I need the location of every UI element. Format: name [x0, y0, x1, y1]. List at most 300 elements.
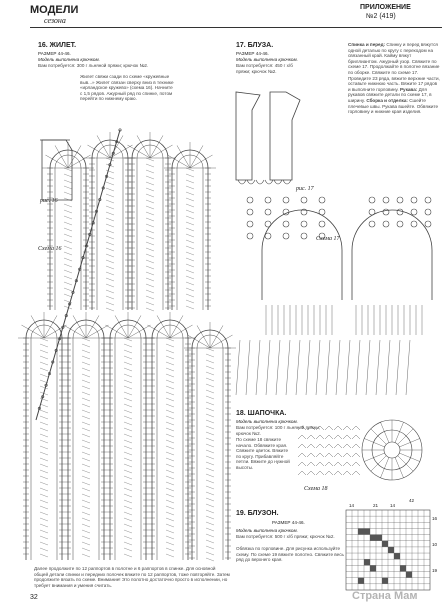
filet-filled-cell: [358, 578, 364, 584]
chain-stitch: [40, 338, 48, 341]
fan-ray: [137, 135, 150, 158]
cap-motif: [352, 471, 360, 475]
chain-stitch: [166, 392, 174, 395]
cap-motif: [325, 444, 333, 448]
chain-stitch: [64, 168, 72, 171]
chain-stitch: [124, 548, 132, 551]
chain-stitch: [40, 554, 48, 557]
scheme17-ring: [265, 209, 271, 215]
chain-stitch: [206, 354, 214, 357]
scheme17-fringe: [406, 340, 410, 395]
fan-ray: [68, 145, 81, 168]
grid-number-7: 19: [432, 568, 438, 573]
scheme17-fringe: [346, 340, 350, 395]
chain-stitch: [206, 456, 214, 459]
chain-stitch: [206, 444, 214, 447]
lace-column-inner: [73, 325, 99, 560]
fan-ray: [157, 315, 170, 338]
chain-stitch: [40, 482, 48, 485]
chain-stitch: [206, 450, 214, 453]
chain-stitch: [166, 368, 174, 371]
scheme17-ring: [319, 209, 325, 215]
scheme-18-label: Схема 18: [304, 486, 328, 492]
chain-stitch: [124, 506, 132, 509]
chain-stitch: [106, 278, 114, 281]
chain-stitch: [64, 246, 72, 249]
chain-stitch: [106, 266, 114, 269]
chain-stitch: [166, 494, 174, 497]
lace-column-inner: [137, 145, 163, 310]
chain-stitch: [40, 512, 48, 515]
fan-ray: [105, 325, 128, 338]
chain-stitch: [146, 302, 154, 305]
chain-stitch: [124, 446, 132, 449]
cap-motif: [343, 471, 351, 475]
chain-stitch: [166, 380, 174, 383]
chain-stitch: [166, 506, 174, 509]
chain-stitch: [64, 180, 72, 183]
chain-stitch: [40, 494, 48, 497]
chain-stitch: [106, 242, 114, 245]
chain-stitch: [206, 396, 214, 399]
grid-number-6: 10: [432, 542, 438, 547]
chain-stitch: [40, 500, 48, 503]
chain-stitch: [82, 380, 90, 383]
section-19-technique: Модель выполнена крючком.: [236, 528, 298, 533]
cap-motif: [343, 426, 351, 430]
scheme17-fringe: [266, 340, 270, 395]
scheme17-ring: [383, 197, 389, 203]
blouse-scallop: [247, 180, 255, 184]
page-number: 32: [30, 594, 38, 601]
cap-motif: [325, 435, 333, 439]
scheme17-ring: [411, 197, 417, 203]
chain-stitch: [106, 188, 114, 191]
chain-stitch: [82, 446, 90, 449]
chain-stitch: [206, 492, 214, 495]
chain-stitch: [82, 416, 90, 419]
cap-motif: [352, 444, 360, 448]
chain-stitch: [146, 278, 154, 281]
lace-column-arch: [172, 150, 208, 310]
chain-stitch: [124, 452, 132, 455]
fan-ray: [97, 135, 110, 158]
chain-stitch: [124, 470, 132, 473]
scheme17-fringe: [276, 340, 280, 395]
chain-stitch: [40, 548, 48, 551]
chain-stitch: [40, 356, 48, 359]
chain-stitch: [64, 294, 72, 297]
scheme17-ring: [369, 209, 375, 215]
chain-stitch: [40, 524, 48, 527]
section-17-materials: Вам потребуется: 450 г х/б пряжи; крючок №2.: [236, 63, 293, 74]
chain-stitch: [186, 198, 194, 201]
chain-stitch: [82, 542, 90, 545]
scheme17-ring: [425, 197, 431, 203]
chain-stitch: [82, 356, 90, 359]
scheme17-ring: [383, 209, 389, 215]
chain-stitch: [64, 282, 72, 285]
chain-stitch: [40, 476, 48, 479]
lace-column-arch: [192, 330, 228, 560]
cap-motif: [352, 426, 360, 430]
chain-stitch: [186, 180, 194, 183]
chain-stitch: [166, 428, 174, 431]
chain-stitch: [82, 398, 90, 401]
scheme17-ring: [425, 209, 431, 215]
scheme17-ring: [283, 233, 289, 239]
chain-stitch: [82, 554, 90, 557]
chain-stitch: [186, 204, 194, 207]
chain-stitch: [106, 284, 114, 287]
chain-stitch: [166, 458, 174, 461]
chain-stitch: [206, 498, 214, 501]
chain-stitch: [82, 392, 90, 395]
chain-stitch: [206, 366, 214, 369]
chain-stitch: [206, 552, 214, 555]
chain-stitch: [82, 338, 90, 341]
chain-stitch: [206, 504, 214, 507]
chain-stitch: [146, 188, 154, 191]
fan-ray: [86, 325, 109, 338]
section-17-title: 17. БЛУЗА.: [236, 42, 274, 49]
scheme17-ring: [265, 233, 271, 239]
chain-stitch: [106, 296, 114, 299]
section-19-materials: Вам потребуется: 500 г х/б пряжи; крючок №2.: [236, 534, 335, 539]
chain-stitch: [186, 240, 194, 243]
chain-stitch: [206, 378, 214, 381]
chain-stitch: [166, 374, 174, 377]
lace-column-inner: [157, 325, 183, 560]
scheme17-arch-right: [352, 210, 432, 300]
blouse-scallop: [265, 180, 273, 184]
chain-stitch: [166, 356, 174, 359]
chain-stitch: [106, 194, 114, 197]
blouse-front: [236, 92, 260, 180]
chain-stitch: [40, 506, 48, 509]
scheme17-ring: [411, 209, 417, 215]
scheme17-fringe: [296, 340, 300, 395]
chain-stitch: [106, 302, 114, 305]
chain-stitch: [82, 368, 90, 371]
cap-motif: [298, 444, 306, 448]
chain-stitch: [82, 500, 90, 503]
section-18-title: 18. ШАПОЧКА.: [236, 410, 287, 417]
filet-filled-cell: [364, 528, 370, 534]
chain-stitch: [124, 458, 132, 461]
chain-stitch: [206, 432, 214, 435]
scheme17-fringe: [256, 340, 260, 395]
filet-filled-cell: [370, 535, 376, 541]
chain-stitch: [166, 548, 174, 551]
chain-stitch: [40, 374, 48, 377]
cap-motif: [316, 471, 324, 475]
chain-stitch: [64, 174, 72, 177]
fan-ray: [210, 325, 223, 348]
cap-motif: [343, 453, 351, 457]
scheme17-fringe: [356, 340, 360, 395]
cap-motif: [334, 453, 342, 457]
chain-stitch: [106, 248, 114, 251]
chain-stitch: [82, 434, 90, 437]
chain-stitch: [146, 176, 154, 179]
chain-stitch: [82, 440, 90, 443]
cap-motif: [325, 462, 333, 466]
figure-16-label: рис. 16: [40, 198, 58, 204]
section-17-technique: Модель выполнена крючком.: [236, 57, 298, 62]
scheme17-ring: [383, 221, 389, 227]
sleeves-text: Для рукавов свяжите детали по схеме 17, в ширину.: [348, 86, 432, 103]
fan-ray: [167, 155, 190, 168]
fan-ray: [128, 325, 151, 338]
scheme17-fringe: [376, 340, 380, 395]
chain-stitch: [82, 350, 90, 353]
chain-stitch: [206, 402, 214, 405]
chain-stitch: [64, 252, 72, 255]
chain-stitch: [146, 248, 154, 251]
chain-stitch: [40, 344, 48, 347]
fan-ray: [73, 315, 86, 338]
section-19-title: 19. БЛУЗОН.: [236, 510, 279, 517]
chain-stitch: [40, 422, 48, 425]
chain-stitch: [186, 210, 194, 213]
cap-motif: [334, 462, 342, 466]
cap-motif: [316, 444, 324, 448]
fan-ray: [177, 145, 190, 168]
chain-stitch: [40, 434, 48, 437]
chain-stitch: [166, 536, 174, 539]
scheme17-ring: [265, 197, 271, 203]
chain-stitch: [206, 438, 214, 441]
scheme17-fringe: [246, 340, 250, 395]
chain-stitch: [64, 264, 72, 267]
chain-stitch: [106, 206, 114, 209]
chain-stitch: [166, 452, 174, 455]
chain-stitch: [82, 344, 90, 347]
chain-stitch: [124, 554, 132, 557]
chain-stitch: [146, 224, 154, 227]
chain-stitch: [166, 554, 174, 557]
cap-motif: [298, 453, 306, 457]
chain-stitch: [146, 218, 154, 221]
chain-stitch: [82, 548, 90, 551]
scheme17-fringe: [366, 340, 370, 395]
lace-column-inner: [55, 155, 81, 310]
chain-stitch: [40, 410, 48, 413]
chain-stitch: [82, 422, 90, 425]
chain-stitch: [206, 372, 214, 375]
scheme17-fringe: [316, 340, 320, 395]
chain-stitch: [186, 252, 194, 255]
chain-stitch: [40, 488, 48, 491]
chain-stitch: [106, 230, 114, 233]
chain-stitch: [166, 446, 174, 449]
scheme17-ring: [247, 209, 253, 215]
scheme17-ring: [369, 221, 375, 227]
cap-motif: [316, 453, 324, 457]
chain-stitch: [40, 416, 48, 419]
lace-column-inner: [197, 335, 223, 560]
grid-number-4: 42: [409, 498, 415, 503]
chain-stitch: [166, 518, 174, 521]
chain-stitch: [146, 182, 154, 185]
chain-stitch: [124, 434, 132, 437]
chain-stitch: [146, 164, 154, 167]
chain-stitch: [82, 494, 90, 497]
filet-filled-cell: [364, 559, 370, 565]
chain-stitch: [124, 500, 132, 503]
fan-ray: [210, 335, 233, 348]
scheme17-ring: [319, 233, 325, 239]
chain-stitch: [124, 428, 132, 431]
fan-ray: [115, 315, 128, 338]
chain-stitch: [206, 474, 214, 477]
chain-stitch: [186, 270, 194, 273]
cap-motif: [352, 462, 360, 466]
section-19-size: РАЗМЕР 44-46.: [272, 520, 305, 525]
front-back-text: Спинку и перед вяжутся одной деталью по кругу с переходом на связанный край. Кайму вяжут бриллиантом. Ажурный узор. Свяжите по схеме 17. Продолжайте в полотне вязание по оборке. Свяжите по схеме 17. Проведите 23 ряда, вяжите верхние части, оставьте нижнюю часть. Вяжите 17 рядов и выполните горловину.: [348, 42, 440, 92]
fan-ray: [31, 315, 44, 338]
chain-stitch: [166, 464, 174, 467]
chain-stitch: [166, 440, 174, 443]
grid-number-3: 14: [390, 503, 396, 508]
chain-stitch: [124, 512, 132, 515]
chain-stitch: [64, 276, 72, 279]
chain-stitch: [186, 174, 194, 177]
chain-stitch: [40, 446, 48, 449]
lace-column-arch: [68, 320, 104, 560]
scheme17-ring: [319, 197, 325, 203]
chain-stitch: [124, 524, 132, 527]
scheme17-fringe: [386, 340, 390, 395]
chain-stitch: [40, 470, 48, 473]
scheme17-ring: [283, 221, 289, 227]
scheme17-ring: [247, 197, 253, 203]
chain-stitch: [146, 290, 154, 293]
cap-motif: [334, 426, 342, 430]
chain-stitch: [124, 518, 132, 521]
chain-stitch: [82, 470, 90, 473]
chain-stitch: [206, 390, 214, 393]
scheme-17-label: Схема 17: [316, 236, 340, 242]
chain-stitch: [40, 518, 48, 521]
chain-stitch: [206, 534, 214, 537]
grid-number-5: 16: [432, 516, 438, 521]
scheme17-ring: [397, 197, 403, 203]
chain-stitch: [186, 222, 194, 225]
chain-stitch: [186, 216, 194, 219]
chain-stitch: [146, 158, 154, 161]
scheme17-fringe: [326, 340, 330, 395]
scheme17-fringe: [236, 340, 240, 395]
scheme17-ring: [247, 221, 253, 227]
chain-stitch: [166, 500, 174, 503]
chain-stitch: [166, 386, 174, 389]
fan-ray: [68, 155, 91, 168]
cap-motif: [298, 435, 306, 439]
cap-motif: [307, 444, 315, 448]
sleeves-heading: Рукава:: [399, 86, 418, 92]
chain-stitch: [186, 288, 194, 291]
section-16-description: Жилет свяжи сзади по схеме «кружевные выв...» Жилет связан сверху вниз в технике «ирландское кружево» (схема 16). Начните с 1,5 рядов. Ажурный ряд по спинке, потом перейти по нижнему краю.: [80, 74, 174, 102]
filet-filled-cell: [394, 553, 400, 559]
chain-stitch: [166, 488, 174, 491]
scheme17-ring: [283, 197, 289, 203]
issue-number: №2 (419): [366, 13, 396, 20]
chain-stitch: [40, 404, 48, 407]
cap-motif: [343, 444, 351, 448]
grid-number-2: 21: [373, 503, 379, 508]
chain-stitch: [124, 398, 132, 401]
cap-motif: [352, 453, 360, 457]
chain-stitch: [124, 542, 132, 545]
chain-stitch: [146, 272, 154, 275]
cap-motif: [325, 453, 333, 457]
filet-filled-cell: [376, 535, 382, 541]
blouse-scallop: [283, 180, 291, 184]
blouse-scallop: [238, 180, 246, 184]
chain-stitch: [146, 260, 154, 263]
lace-column-inner: [97, 145, 123, 310]
chain-stitch: [166, 470, 174, 473]
cap-motif: [334, 471, 342, 475]
cap-motif: [307, 471, 315, 475]
assembly-text: Сшейте плечевые швы. Рукава вшейте. Обвяжите горловину и нижние края изделия.: [348, 97, 439, 115]
scheme17-fringe: [396, 340, 400, 395]
chain-stitch: [124, 374, 132, 377]
chain-stitch: [82, 386, 90, 389]
scheme17-ring: [411, 221, 417, 227]
chain-stitch: [206, 408, 214, 411]
lace-column-arch: [26, 320, 62, 560]
assembly-heading: Сборка и отделка:: [366, 97, 408, 103]
section-17-size: РАЗМЕР 44-46.: [236, 51, 269, 56]
chain-stitch: [82, 458, 90, 461]
fan-ray: [63, 325, 86, 338]
chain-stitch: [166, 476, 174, 479]
fan-ray: [86, 315, 99, 338]
chain-stitch: [64, 198, 72, 201]
chain-stitch: [106, 200, 114, 203]
chain-stitch: [186, 246, 194, 249]
chain-stitch: [124, 488, 132, 491]
cap-motif: [325, 471, 333, 475]
fan-ray: [197, 325, 210, 348]
chain-stitch: [40, 350, 48, 353]
chain-stitch: [106, 158, 114, 161]
chain-stitch: [186, 300, 194, 303]
scheme17-ring: [369, 197, 375, 203]
chain-stitch: [124, 404, 132, 407]
chain-stitch: [146, 242, 154, 245]
fan-ray: [110, 135, 123, 158]
chain-stitch: [186, 258, 194, 261]
chain-stitch: [82, 362, 90, 365]
chain-stitch: [64, 222, 72, 225]
fan-ray: [128, 315, 141, 338]
cap-motif: [307, 426, 315, 430]
chain-stitch: [106, 272, 114, 275]
chain-stitch: [146, 236, 154, 239]
chain-stitch: [124, 410, 132, 413]
chain-stitch: [166, 530, 174, 533]
vest-edge-diagonal: [36, 130, 120, 420]
chain-stitch: [166, 422, 174, 425]
fan-ray: [45, 155, 68, 168]
chain-stitch: [40, 530, 48, 533]
chain-stitch: [166, 512, 174, 515]
chain-stitch: [64, 204, 72, 207]
